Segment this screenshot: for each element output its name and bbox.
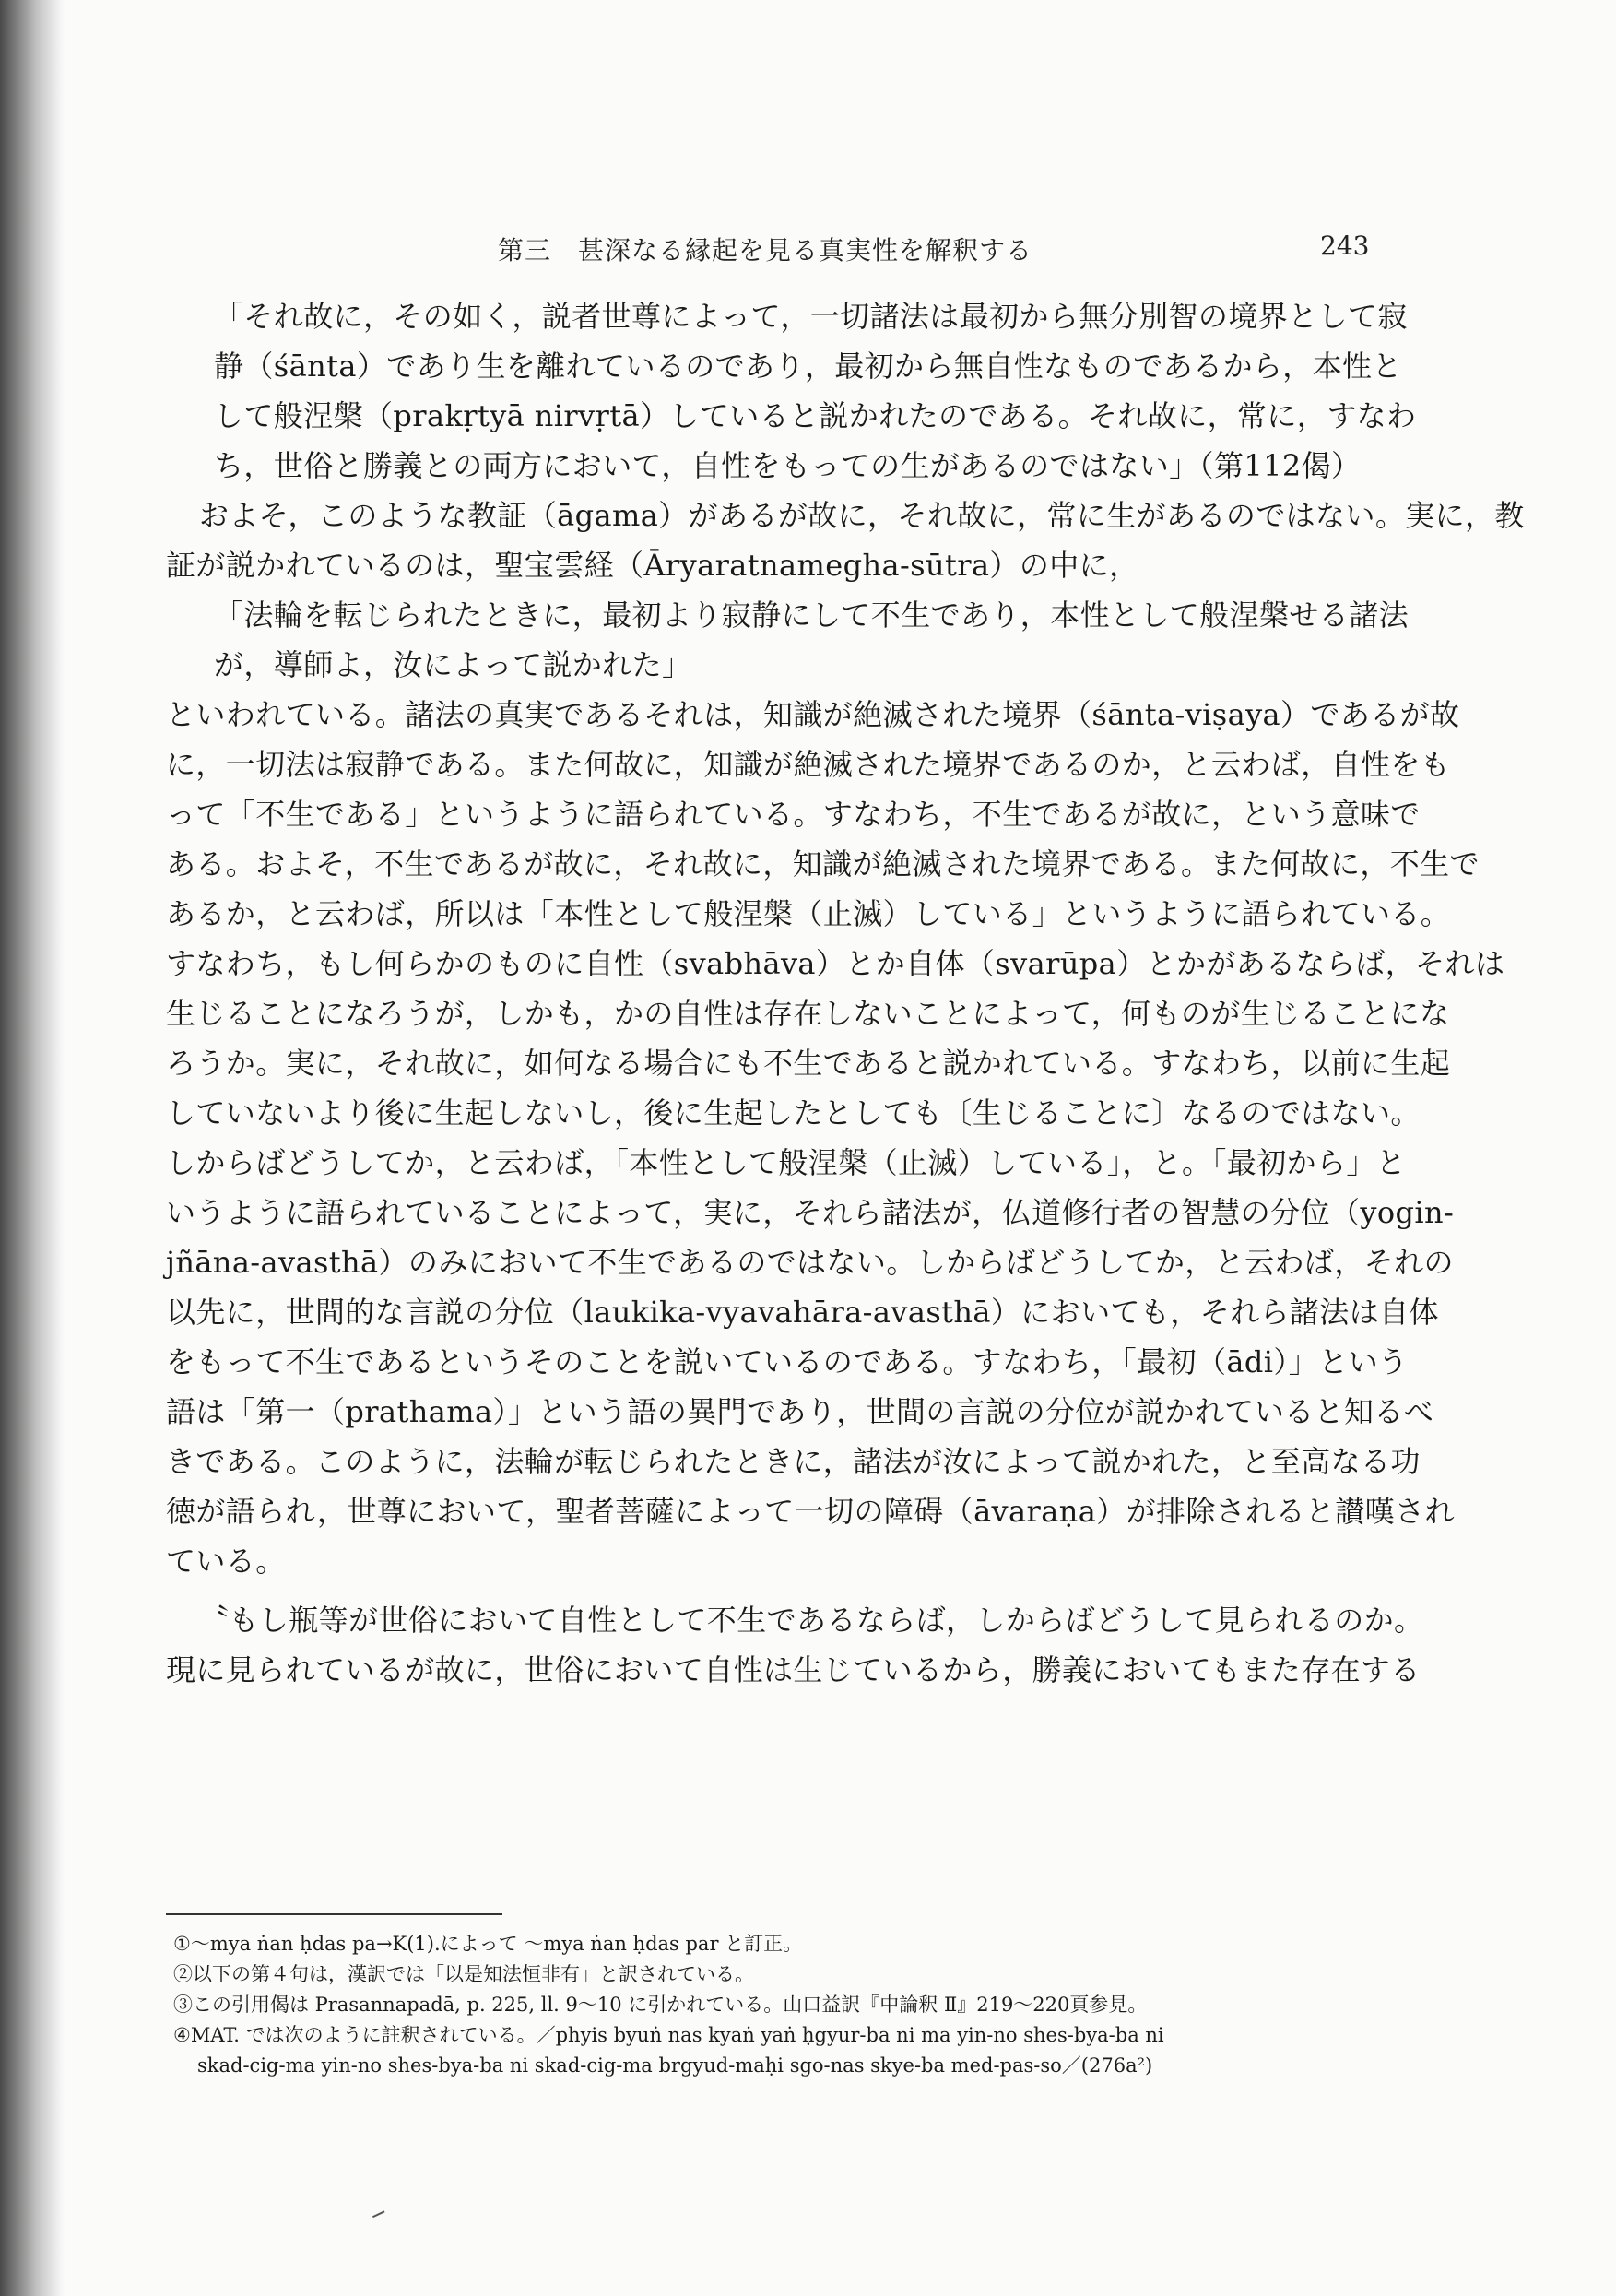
text-line: 静（śānta）であり生を離れているのであり，最初から無自性なものであるから，本性と [214,349,1402,384]
text-line: 「法輪を転じられたときに，最初より寂静にして不生であり，本性として般涅槃せる諸法 [214,598,1410,633]
running-head: 第三 甚深なる縁起を見る真実性を解釈する [498,235,1033,266]
text-line: きである。このように，法輪が転じられたときに，諸法が汝によって説かれた，と至高なる功 [166,1444,1421,1479]
text-line: ている。 [166,1544,286,1579]
footnote-4: ④MAT. では次のように註釈されている。／phyis byuṅ nas kyaṅ yaṅ ḥgyur-ba ni ma yin-no shes-bya-ba ni [173,2024,1164,2046]
text-line: およそ，このような教証（āgama）があるが故に，それ故に，常に生があるのではない。実に，教 [199,498,1525,533]
text-line: が，導師よ，汝によって説かれた」 [214,647,692,682]
text-line: 証が説かれているのは，聖宝雲経（Āryaratnamegha-sūtra）の中に， [166,548,1139,583]
text-line: しからばどうしてか，と云わば，「本性として般涅槃（止滅）している」，と。「最初から」と [166,1145,1407,1180]
footnote-4-continued: skad-cig-ma yin-no shes-bya-ba ni skad-cig-ma brgyud-maḥi sgo-nas skye-ba med-pas-so／(276a²) [197,2054,1153,2077]
text-line: 〝もし瓶等が世俗において自性として不生であるならば，しからばどうして見られるのか。 [199,1603,1424,1638]
text-line: って「不生である」というように語られている。すなわち，不生であるが故に，という意味で [166,797,1421,832]
text-line: して般涅槃（prakṛtyā nirvṛtā）していると説かれたのである。それ故に，常に，すなわ [214,398,1417,433]
text-line: 「それ故に，その如く，説者世尊によって，一切諸法は最初から無分別智の境界として寂 [214,299,1408,334]
scan-speck [372,2210,387,2222]
text-line: 徳が語られ，世尊において，聖者菩薩によって一切の障碍（āvaraṇa）が排除されると讃嘆され [166,1494,1455,1529]
text-line: あるか，と云わば，所以は「本性として般涅槃（止滅）している」というように語られている。 [166,896,1451,931]
text-line: 現に見られているが故に，世俗において自性は生じているから，勝義においてもまた存在する [166,1652,1421,1687]
text-line: をもって不生であるというそのことを説いているのである。すなわち，「最初（ādi）」という [166,1344,1409,1379]
text-line: ろうか。実に，それ故に，如何なる場合にも不生であると説かれている。すなわち，以前に生起 [166,1046,1451,1081]
text-line: 語は「第一（prathama）」という語の異門であり，世間の言説の分位が説かれていると知るべ [166,1394,1434,1429]
text-line: に，一切法は寂静である。また何故に，知識が絶滅された境界であるのか，と云わば，自性をも [166,747,1451,782]
footnote-1: ①～mya ṅan ḥdas pa→K(1).によって ～mya ṅan ḥdas par と訂正。 [173,1933,803,1955]
footnote-divider [166,1913,502,1915]
footnote-2: ②以下の第４句は，漢訳では「以是知法恒非有」と訳されている。 [173,1963,754,1985]
footnote-3: ③この引用偈は Prasannapadā, p. 225, ll. 9～10 に引かれている。山口益訳『中論釈 Ⅱ』219～220頁参見。 [173,1994,1148,2016]
text-line: jñāna-avasthā）のみにおいて不生であるのではない。しからばどうしてか，と云わば，それの [166,1245,1454,1280]
binding-shadow [0,0,65,2296]
body-text [166,291,1525,1695]
text-line: していないより後に生起しないし，後に生起したとしても〔生じることに〕なるのではない。 [166,1095,1421,1130]
text-line: すなわち，もし何らかのものに自性（svabhāva）とか自体（svarūpa）とかがあるならば，それは [166,946,1505,981]
text-line: ある。およそ，不生であるが故に，それ故に，知識が絶滅された境界である。また何故に，不生で [166,846,1480,882]
text-line: 生じることになろうが，しかも，かの自性は存在しないことによって，何ものが生じることにな [166,996,1450,1031]
text-line: いうように語られていることによって，実に，それら諸法が，仏道修行者の智慧の分位（yogin- [166,1195,1455,1230]
page-number: 243 [1320,231,1370,261]
paragraph-gap [166,1586,1374,1595]
text-line: 以先に，世間的な言説の分位（laukika-vyavahāra-avasthā）においても，それら諸法は自体 [166,1295,1439,1330]
text-line: といわれている。諸法の真実であるそれは，知識が絶滅された境界（śānta-viṣaya）であるが故 [166,697,1460,732]
footnotes [173,1929,1374,2081]
text-line: ち，世俗と勝義との両方において，自性をもっての生があるのではない」（第112偈） [214,448,1362,483]
